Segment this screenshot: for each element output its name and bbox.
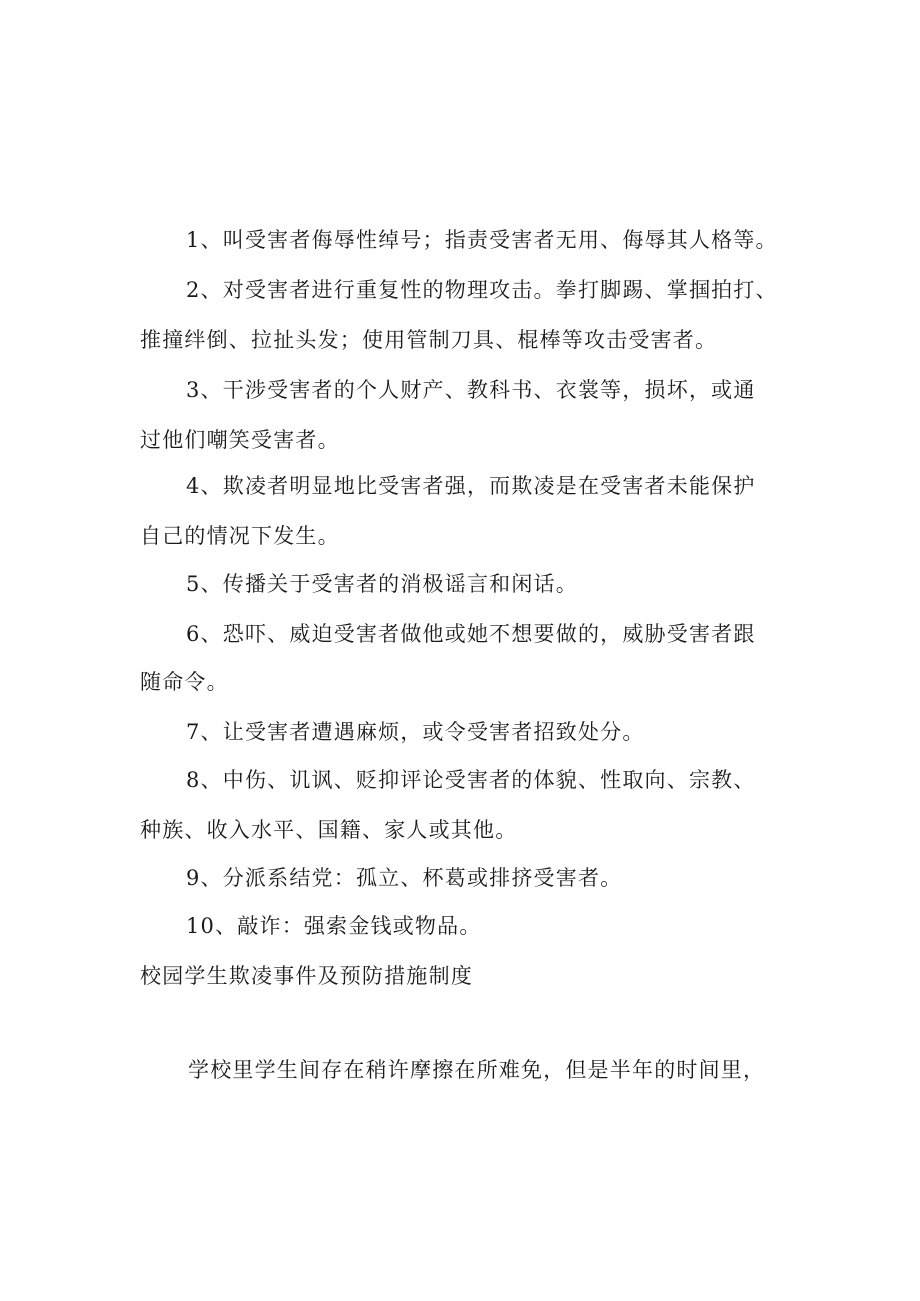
list-item-3-continuation: 过他们嘲笑受害者。 (140, 428, 340, 452)
list-item-4: 4、欺凌者明显地比受害者强，而欺凌是在受害者未能保护 (186, 474, 756, 498)
list-item-5: 5、传播关于受害者的消极谣言和闲话。 (186, 572, 578, 596)
list-item-7: 7、让受害者遭遇麻烦，或令受害者招致处分。 (186, 720, 645, 744)
list-item-2-continuation: 推撞绊倒、拉扯头发；使用管制刀具、棍棒等攻击受害者。 (140, 328, 718, 352)
paragraph-line: 学校里学生间存在稍许摩擦在所难免，但是半年的时间里， (188, 1058, 766, 1082)
list-item-6-continuation: 随命令。 (140, 670, 229, 694)
list-item-6: 6、恐吓、威迫受害者做他或她不想要做的，威胁受害者跟 (186, 622, 756, 646)
list-item-2: 2、对受害者进行重复性的物理攻击。拳打脚踢、掌掴拍打、 (186, 278, 778, 302)
list-item-4-continuation: 自己的情况下发生。 (140, 524, 340, 548)
list-item-10: 10、敲诈：强索金钱或物品。 (186, 914, 482, 938)
list-item-9: 9、分派系结党：孤立、杯葛或排挤受害者。 (186, 866, 623, 890)
list-item-1: 1、叫受害者侮辱性绰号；指责受害者无用、侮辱其人格等。 (186, 228, 778, 252)
section-title: 校园学生欺凌事件及预防措施制度 (140, 964, 473, 988)
list-item-8-continuation: 种族、收入水平、国籍、家人或其他。 (140, 818, 518, 842)
list-item-8: 8、中伤、讥讽、贬抑评论受害者的体貌、性取向、宗教、 (186, 768, 756, 792)
list-item-3: 3、干涉受害者的个人财产、教科书、衣裳等，损坏，或通 (186, 378, 756, 402)
